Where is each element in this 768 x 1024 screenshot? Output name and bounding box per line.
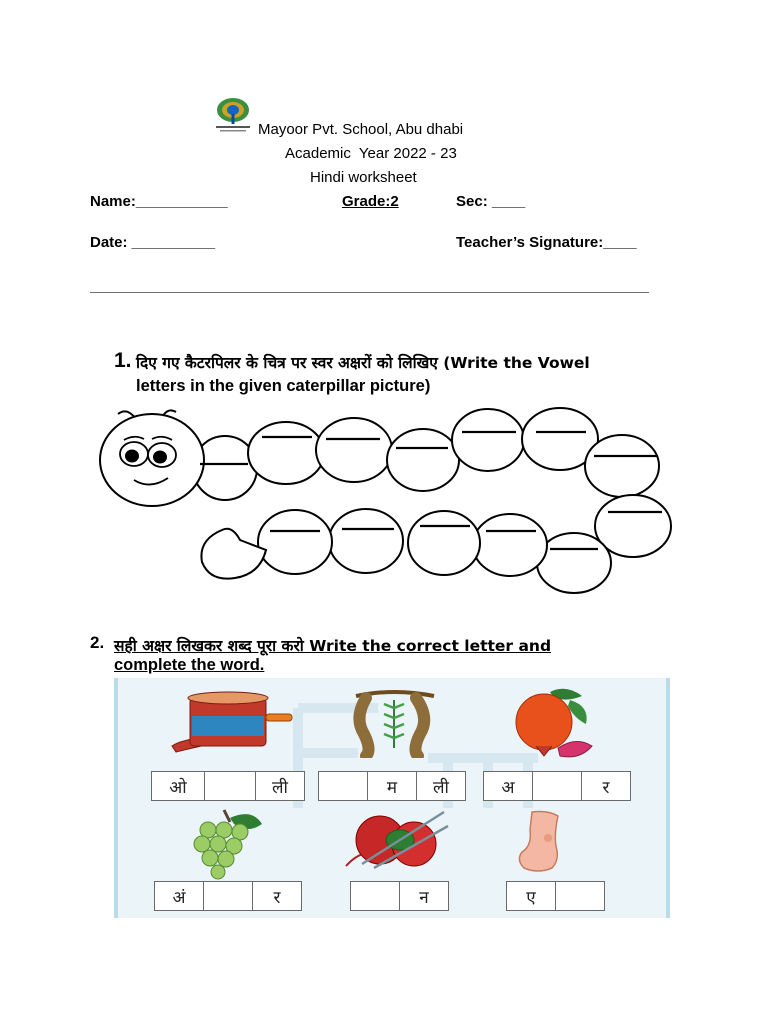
tail-segment: [201, 529, 266, 579]
letter-cell: म: [368, 772, 417, 800]
name-blank[interactable]: ___________: [135, 193, 228, 210]
tamarind-picture: [352, 688, 436, 758]
letter-cell: ली: [272, 777, 288, 798]
answer-cell[interactable]: [319, 772, 368, 800]
segment-5: [452, 409, 524, 471]
q1-instruction-line1: दिए गए कैटरपिलर के चित्र पर स्वर अक्षरों को लिखिए (Write the Vowel: [136, 354, 590, 372]
segment-4: [387, 429, 459, 491]
worksheet-title: Hindi worksheet: [310, 169, 417, 186]
grade-label: Grade:2: [342, 193, 399, 210]
segment-12: [329, 509, 403, 573]
letter-cell: ली: [433, 777, 449, 798]
word-box-ankle: [506, 881, 605, 911]
teacher-signature-field[interactable]: Teacher’s Signature:____: [456, 234, 637, 251]
answer-cell[interactable]: [533, 772, 582, 800]
segment-3: [316, 418, 392, 482]
date-field[interactable]: Date: __________: [90, 234, 216, 251]
segment-2: [248, 422, 324, 484]
letter-cell: ओ: [152, 772, 205, 800]
letter-cell: र: [273, 887, 281, 908]
segment-7: [585, 435, 659, 497]
answer-cell[interactable]: [351, 882, 400, 910]
word-box-pomegranate: [483, 771, 631, 801]
word-box-tamarind: [318, 771, 466, 801]
ankle-picture: [508, 810, 572, 874]
grapes-picture: [186, 806, 266, 880]
school-logo: [212, 96, 254, 134]
q2-instruction-line2: complete the word.: [114, 656, 265, 674]
pomegranate-picture: [510, 686, 596, 762]
segment-11: [408, 511, 480, 575]
answer-cell[interactable]: [204, 882, 253, 910]
q2-instruction-line1: सही अक्षर लिखकर शब्द पूरा करो Write the correct letter and: [114, 637, 552, 655]
q1-instruction-line2: letters in the given caterpillar picture): [136, 377, 431, 395]
word-box-saucepan: [151, 771, 305, 801]
segment-13: [258, 510, 332, 574]
letter-cell: अं: [155, 882, 204, 910]
letter-cell: न: [419, 887, 429, 908]
answer-cell[interactable]: [556, 882, 604, 910]
section-label[interactable]: Sec: ____: [456, 193, 526, 210]
school-name: Mayoor Pvt. School, Abu dhabi: [258, 121, 464, 138]
academic-year: Academic Year 2022 - 23: [285, 145, 457, 162]
q1-number: 1.: [114, 349, 132, 372]
q2-number: 2.: [90, 633, 105, 652]
word-box-wool: [350, 881, 449, 911]
wool-ball-picture: [344, 806, 452, 872]
saucepan-picture: [170, 690, 294, 754]
letter-cell: अ: [484, 772, 533, 800]
answer-cell[interactable]: [205, 772, 256, 800]
word-box-grapes: [154, 881, 302, 911]
letter-cell: र: [602, 777, 610, 798]
segment-10: [473, 514, 547, 576]
segment-9: [537, 533, 611, 593]
letter-cell: ए: [507, 882, 556, 910]
caterpillar-picture: [90, 400, 680, 600]
name-label: Name:___________: [90, 193, 228, 210]
header-rule: ___________________________________________________________________: [90, 278, 649, 295]
